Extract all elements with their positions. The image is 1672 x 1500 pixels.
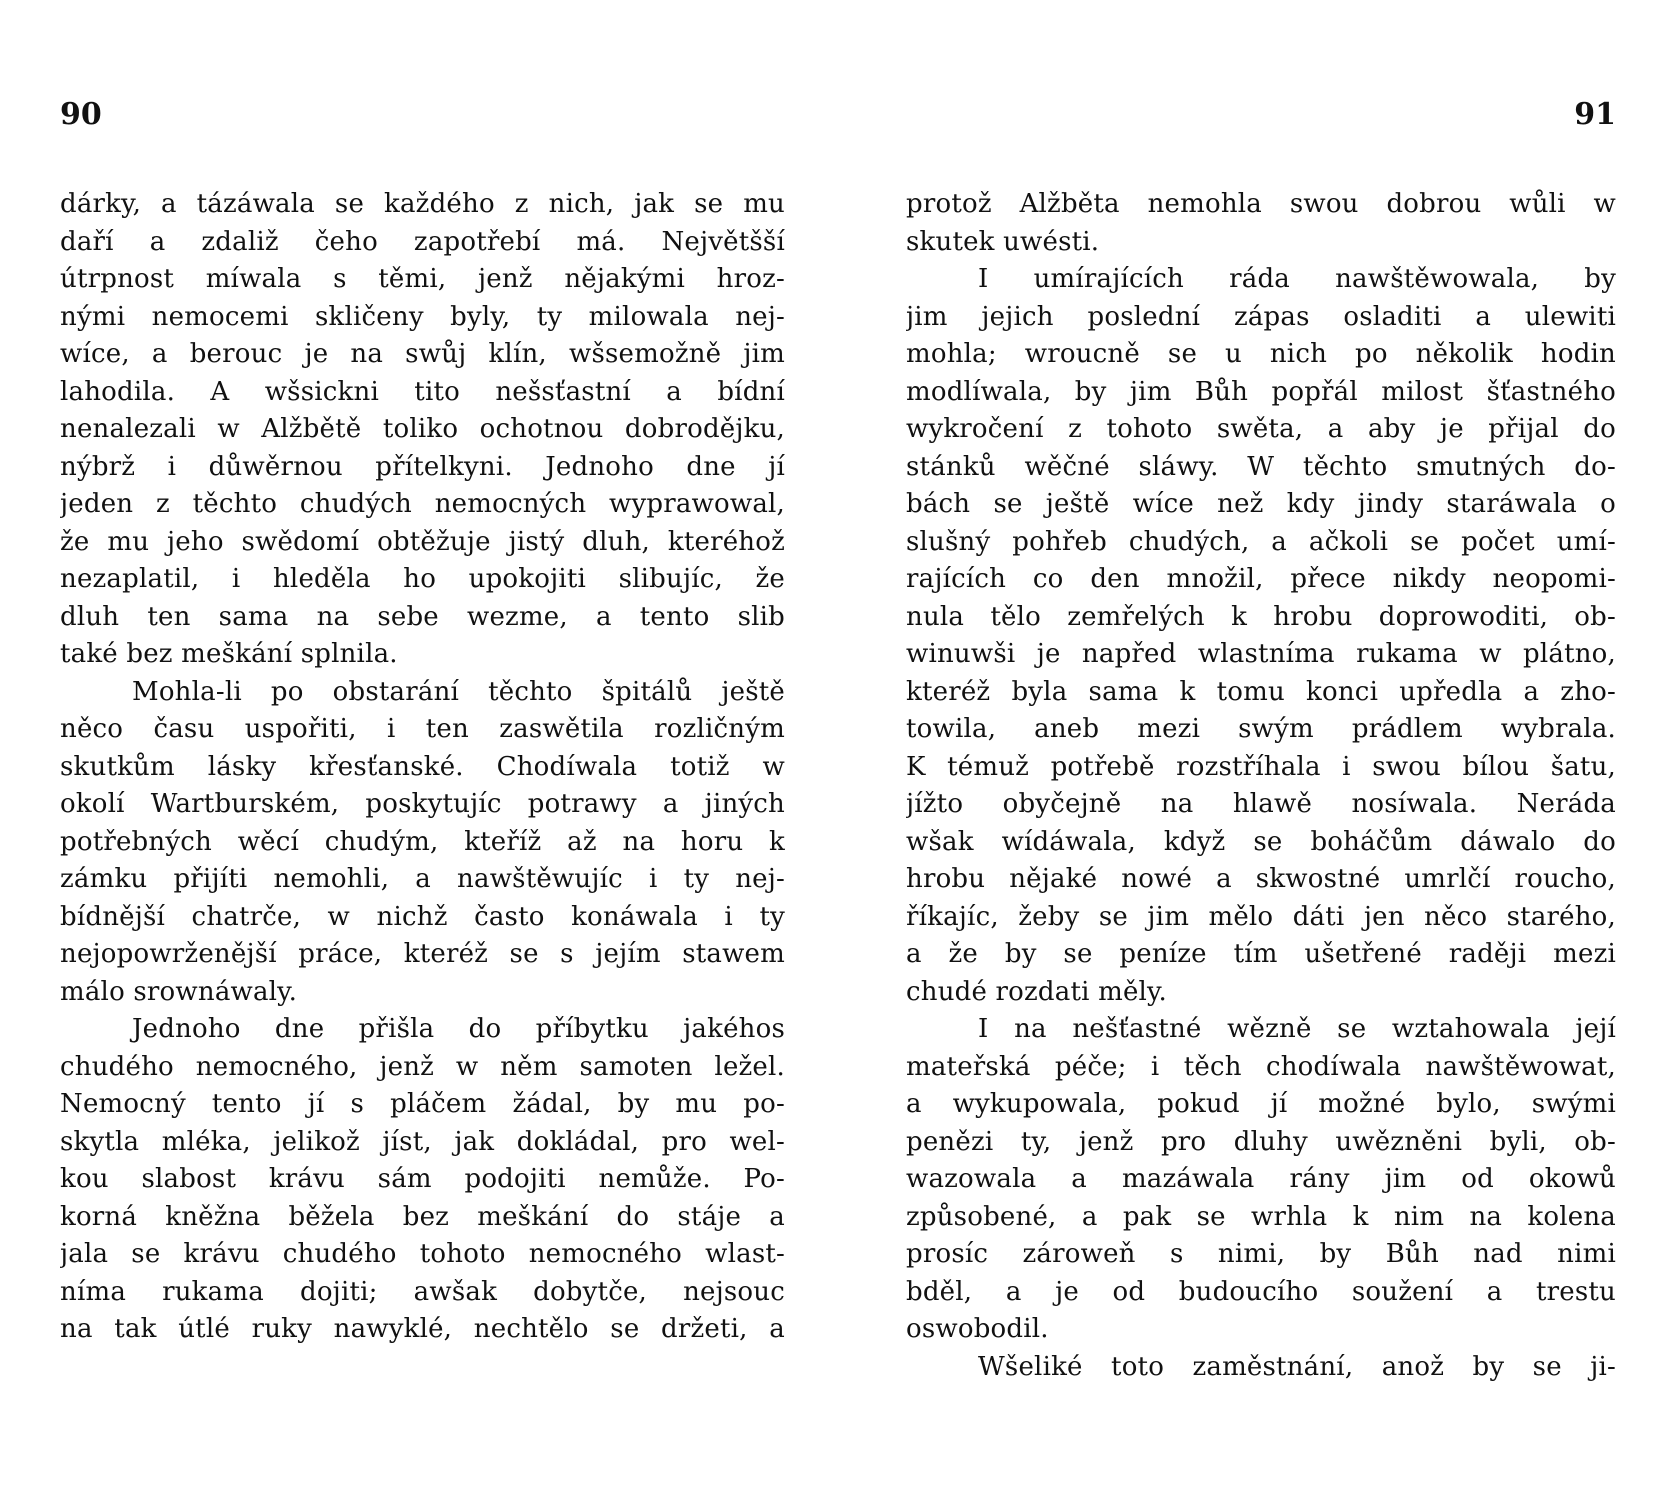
- left-page-text: [60, 186, 785, 1349]
- text-line: chudé rozdati měly.: [906, 976, 1167, 1007]
- text-line: oswobodil.: [906, 1314, 1049, 1344]
- text-line: korná kněžna běžela bez meškání do stáje a: [60, 1201, 785, 1232]
- text-line: něco času uspořiti, i ten zaswětila rozličným: [60, 714, 785, 744]
- text-line: kou slabost krávu sám podojiti nemůže. Po-: [60, 1164, 785, 1194]
- text-line: wazowala a mazáwala rány jim od okowů: [906, 1164, 1616, 1194]
- text-line: stánků wěčné sláwy. W těchto smutných do-: [906, 451, 1616, 482]
- text-line: níma rukama dojiti; awšak dobytče, nejsouc: [60, 1276, 785, 1307]
- text-line: jeden z těchto chudých nemocných wyprawowal,: [60, 489, 785, 519]
- text-line: málo srownáwaly.: [60, 976, 298, 1007]
- text-line: rajících co den množil, přece nikdy neopomi-: [906, 564, 1616, 594]
- text-line: útrpnost míwala s těmi, jenž nějakými hroz-: [60, 264, 785, 294]
- text-line: chudého nemocného, jenž w něm samoten ležel.: [60, 1051, 785, 1082]
- text-line: a wykupowala, pokud jí možné bylo, swými: [906, 1089, 1616, 1119]
- text-line: penězi ty, jenž pro dluhy uwězněni byli, ob-: [906, 1126, 1616, 1157]
- text-line: a že by se peníze tím ušetřené raději mezi: [906, 939, 1616, 969]
- text-line: wykročení z tohoto swěta, a aby je přijal do: [906, 414, 1616, 444]
- text-line: dárky, a tázáwala se každého z nich, jak se mu: [60, 189, 785, 219]
- text-line: winuwši je napřed wlastníma rukama w plátno,: [906, 639, 1616, 669]
- text-line: bděl, a je od budoucího soužení a trestu: [906, 1276, 1616, 1307]
- page-number-left: 90: [60, 97, 102, 132]
- text-line: Nemocný tento jí s pláčem žádal, by mu po-: [60, 1089, 785, 1119]
- text-line: nýbrž i důwěrnou přítelkyni. Jednoho dne jí: [60, 451, 785, 482]
- text-line: potřebných wěcí chudým, kteříž až na horu k: [60, 826, 785, 857]
- text-line: okolí Wartburském, poskytujíc potrawy a jiných: [60, 789, 785, 819]
- text-line: skutek uwésti.: [906, 226, 1100, 257]
- text-line: nezaplatil, i hleděla ho upokojiti slibujíc, že: [60, 564, 785, 594]
- text-line: skytla mléka, jelikož jíst, jak dokládal, pro wel-: [60, 1126, 785, 1157]
- text-line: jala se krávu chudého tohoto nemocného wlast-: [60, 1239, 785, 1269]
- text-line: bách se ještě wíce než kdy jindy staráwala o: [906, 489, 1616, 519]
- text-line: hrobu nějaké nowé a skwostné umrlčí roucho,: [906, 864, 1616, 894]
- text-line: skutkům lásky křesťanské. Chodíwala totiž w: [60, 751, 785, 782]
- text-line: protož Alžběta nemohla swou dobrou wůli w: [906, 189, 1616, 219]
- page-number-right: 91: [1574, 97, 1616, 132]
- text-line: I na nešťastné wězně se wztahowala její: [978, 1014, 1616, 1044]
- text-line: mateřská péče; i těch chodíwala nawštěwowat,: [906, 1051, 1616, 1082]
- text-line: nejopowrženější práce, kteréž se s jejím stawem: [60, 939, 785, 969]
- text-line: nými nemocemi skličeny byly, ty milowala nej-: [60, 301, 785, 332]
- text-line: nula tělo zemřelých k hrobu doprowoditi, ob-: [906, 601, 1616, 632]
- right-page-text: [906, 186, 1616, 1386]
- text-line: wíce, a berouc je na swůj klín, wšsemožně jim: [60, 339, 785, 369]
- text-line: modlíwala, by jim Bůh popřál milost šťastného: [906, 376, 1616, 407]
- text-line: wšak wídáwala, když se boháčům dáwalo do: [906, 826, 1616, 857]
- text-line: že mu jeho swědomí obtěžuje jistý dluh, kteréhož: [60, 526, 785, 557]
- text-line: způsobené, a pak se wrhla k nim na kolena: [906, 1201, 1616, 1232]
- text-line: Wšeliké toto zaměstnání, anož by se ji-: [978, 1351, 1616, 1382]
- text-line: daří a zdaliž čeho zapotřebí má. Největšší: [60, 226, 785, 257]
- text-line: zámku přijíti nemohli, a nawštěwujíc i ty nej-: [60, 864, 785, 894]
- text-line: říkajíc, žeby se jim mělo dáti jen něco starého,: [906, 901, 1616, 932]
- text-line: mohla; wroucně se u nich po několik hodin: [906, 339, 1616, 369]
- text-line: nenalezali w Alžbětě toliko ochotnou dobroděјku,: [60, 414, 785, 444]
- text-line: také bez meškání splnila.: [60, 639, 398, 669]
- text-line: na tak útlé ruky nawyklé, nechtělo se držeti, a: [60, 1314, 785, 1344]
- text-line: jim jejich poslední zápas osladiti a ulewiti: [906, 301, 1616, 332]
- text-line: towila, aneb mezi swým prádlem wybrala.: [906, 714, 1616, 744]
- text-line: K témuž potřebě rozstříhala i swou bílou šatu,: [906, 751, 1616, 782]
- text-line: Jednoho dne přišla do příbytku jakéhos: [132, 1014, 785, 1044]
- text-line: kteréž byla sama k tomu konci upředla a zho-: [906, 676, 1616, 707]
- text-line: lahodila. A wšsickni tito nešsťastní a bídní: [60, 376, 785, 407]
- text-line: prosíc zároweň s nimi, by Bůh nad nimi: [906, 1239, 1616, 1269]
- text-line: slušný pohřeb chudých, a ačkoli se počet umí-: [906, 526, 1616, 557]
- text-line: Mohla-li po obstarání těchto špitálů ještě: [132, 676, 785, 707]
- left-page: [60, 0, 785, 1500]
- right-page: [906, 0, 1616, 1500]
- text-line: I umírajících ráda nawštěwowala, by: [978, 264, 1616, 294]
- text-line: jížto obyčejně na hlawě nosíwala. Neráda: [906, 789, 1616, 819]
- text-line: bídnější chatrče, w nichž často konáwala i ty: [60, 901, 785, 932]
- text-line: dluh ten sama na sebe wezme, a tento slib: [60, 601, 785, 632]
